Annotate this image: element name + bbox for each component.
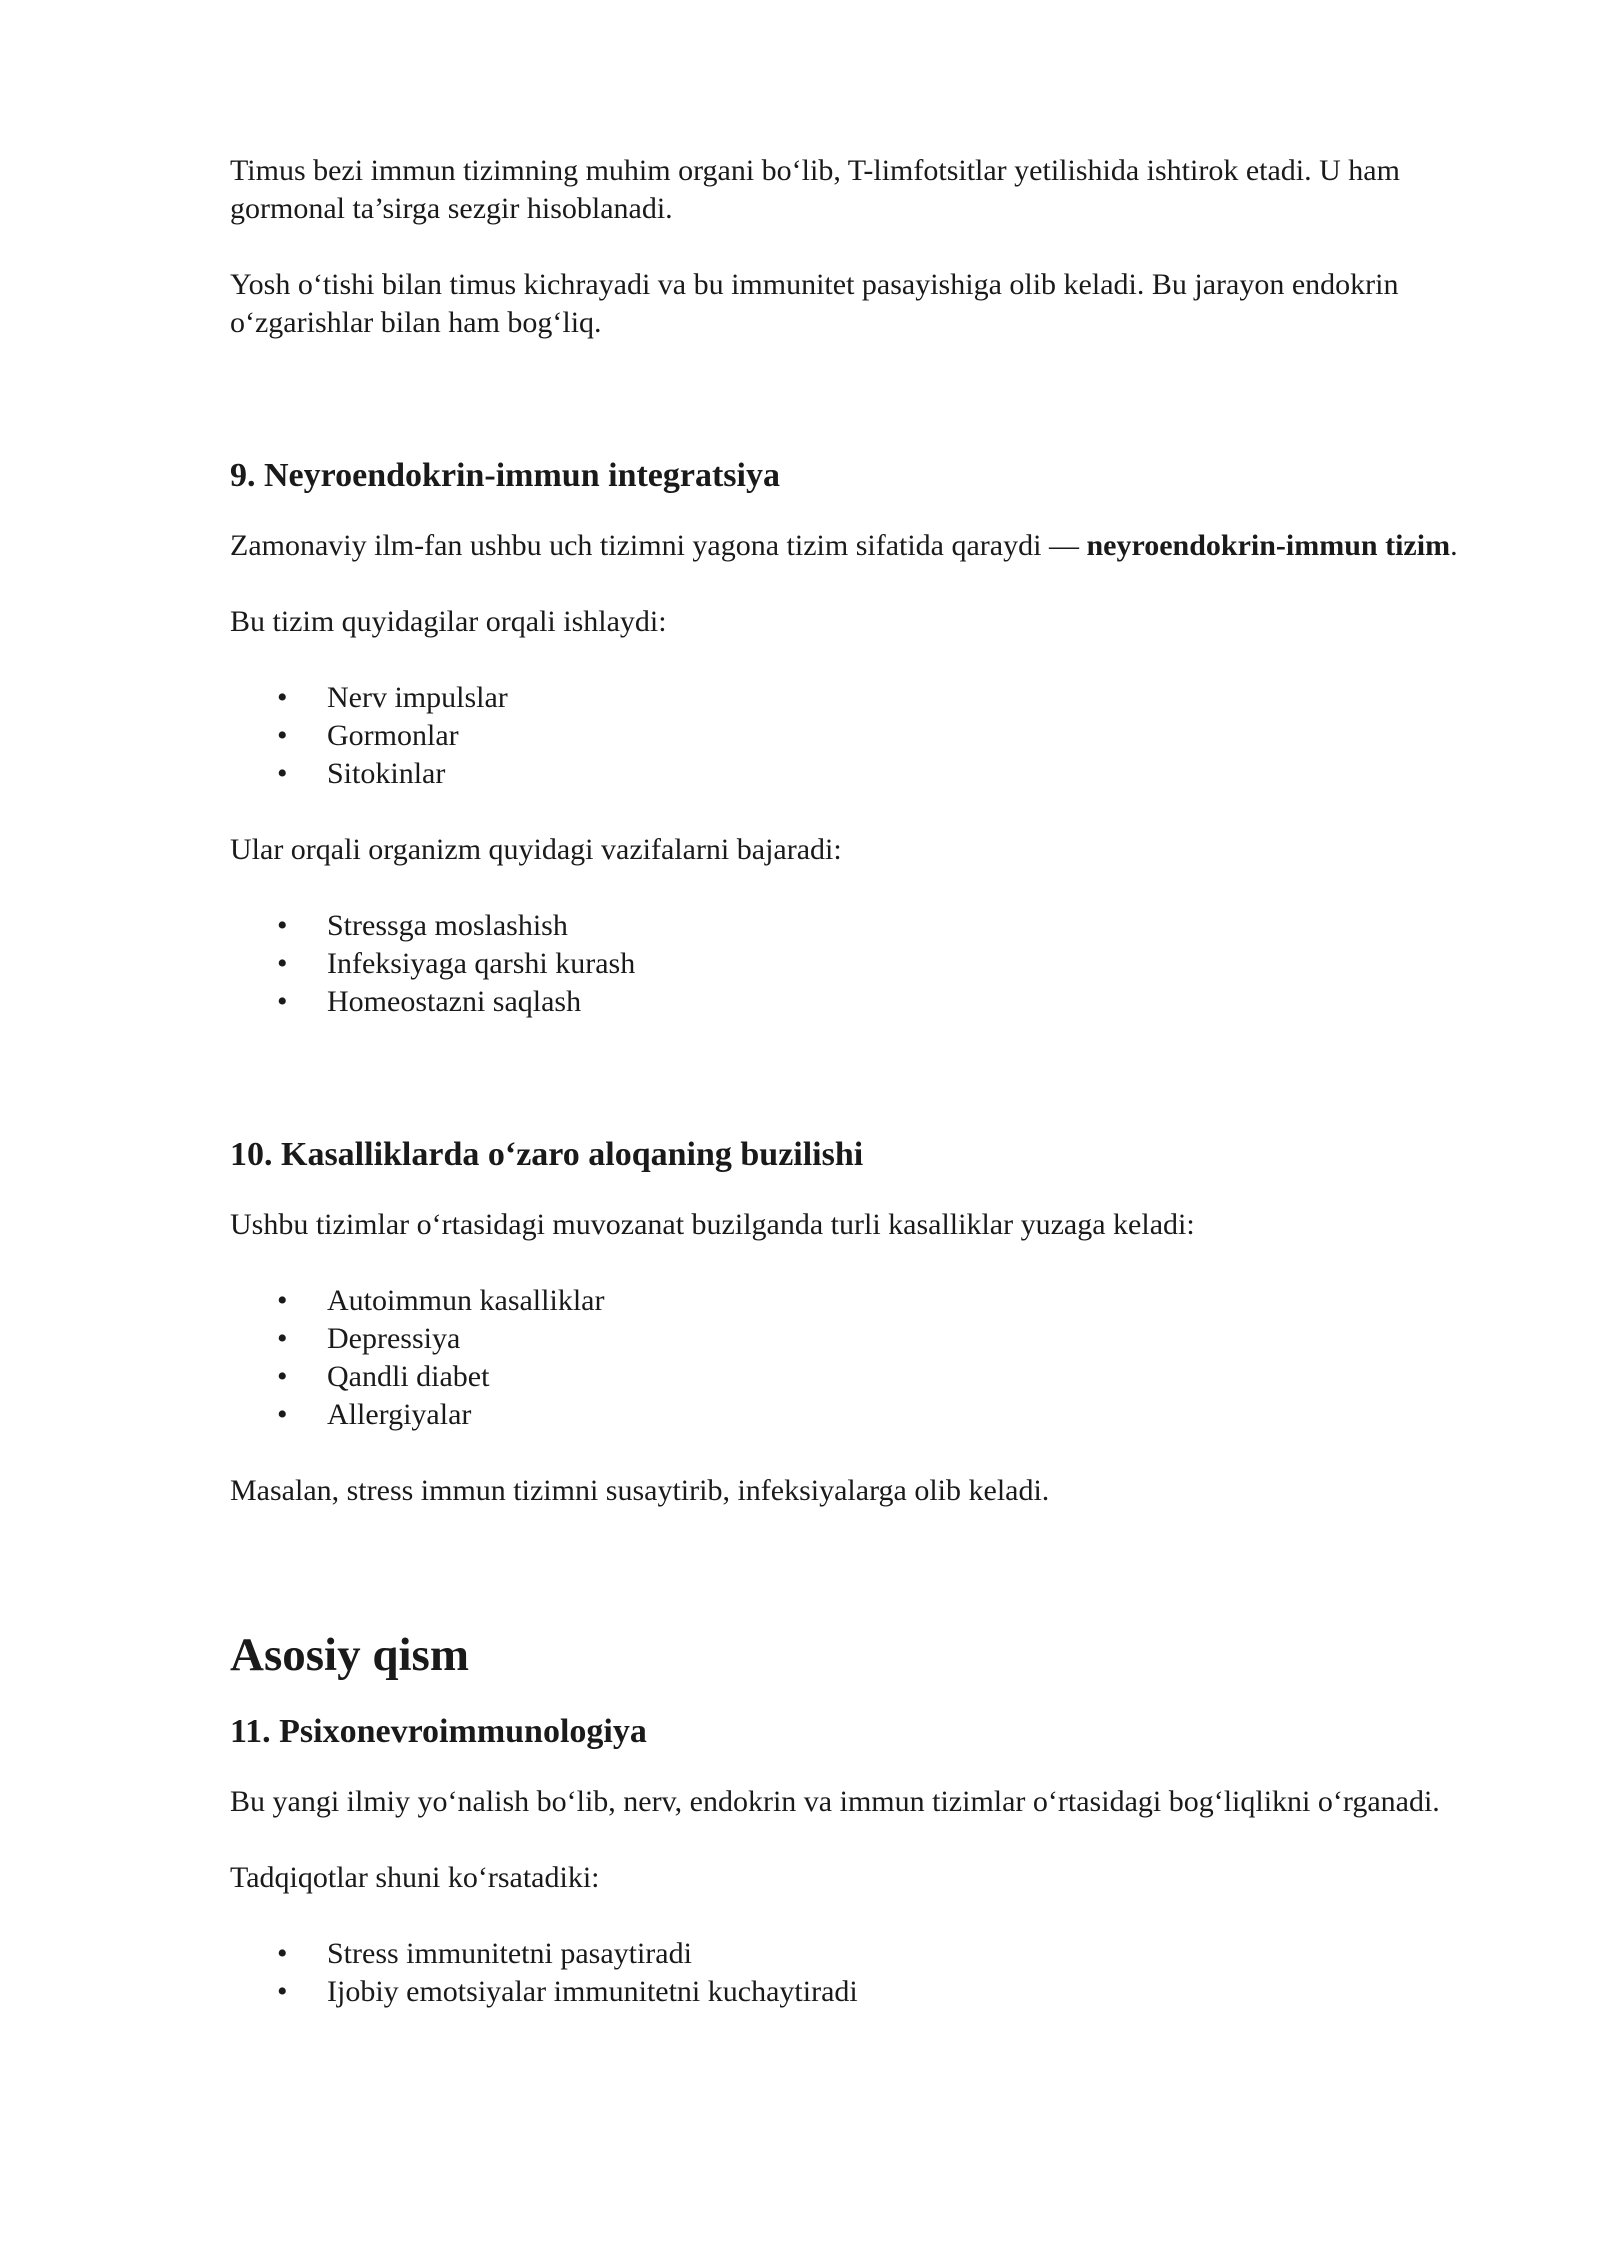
list-findings xyxy=(230,1935,1480,2011)
list-diseases xyxy=(230,1282,1480,1434)
heading-section-11: 11. Psixonevroimmunologiya xyxy=(230,1713,647,1750)
paragraph-example: Masalan, stress immun tizimni susaytirib, infeksiyalarga olib keladi. xyxy=(230,1474,1050,1507)
paragraph-integration xyxy=(230,527,1480,565)
paragraph-imbalance: Ushbu tizimlar o‘rtasidagi muvozanat buzilganda turli kasalliklar yuzaga keladi: xyxy=(230,1208,1195,1241)
paragraph-pni: Bu yangi ilmiy yo‘nalish bo‘lib, nerv, endokrin va immun tizimlar o‘rtasidagi bog‘liqlikni o‘rganadi. xyxy=(230,1785,1440,1818)
list-item: • Autoimmun kasalliklar xyxy=(230,1282,1480,1320)
paragraph-thymus-aging: Yosh o‘tishi bilan timus kichrayadi va bu immunitet pasayishiga olib keladi. Bu jarayon endokrin o‘zgarishlar bilan ham bog‘liq. xyxy=(230,268,1399,339)
list-item: • Homeostazni saqlash xyxy=(230,983,1480,1021)
list-mechanisms xyxy=(230,679,1480,793)
list-item: • Qandli diabet xyxy=(230,1358,1480,1396)
list-item: • Stressga moslashish xyxy=(230,907,1480,945)
list-item: • Ijobiy emotsiyalar immunitetni kuchaytiradi xyxy=(230,1973,1480,2011)
paragraph-functions: Ular orqali organizm quyidagi vazifalarni bajaradi: xyxy=(230,833,842,866)
list-item: • Gormonlar xyxy=(230,717,1480,755)
heading-section-10: 10. Kasalliklarda o‘zaro aloqaning buzilishi xyxy=(230,1136,864,1173)
paragraph-integration-end: . xyxy=(1450,529,1458,562)
list-item: • Depressiya xyxy=(230,1320,1480,1358)
list-item: • Allergiyalar xyxy=(230,1396,1480,1434)
paragraph-integration-text: Zamonaviy ilm-fan ushbu uch tizimni yagona tizim sifatida qaraydi — xyxy=(230,529,1087,562)
paragraph-works-via: Bu tizim quyidagilar orqali ishlaydi: xyxy=(230,605,667,638)
list-item: • Nerv impulslar xyxy=(230,679,1480,717)
paragraph-thymus: Timus bezi immun tizimning muhim organi bo‘lib, T-limfotsitlar yetilishida ishtirok etadi. U ham gormonal ta’sirga sezgir hisoblanadi. xyxy=(230,154,1400,225)
term-neuroendocrine-immune: neyroendokrin-immun tizim xyxy=(1086,529,1451,562)
list-functions xyxy=(230,907,1480,1021)
list-item: • Stress immunitetni pasaytiradi xyxy=(230,1935,1480,1973)
paragraph-research: Tadqiqotlar shuni ko‘rsatadiki: xyxy=(230,1861,600,1894)
list-item: • Infeksiyaga qarshi kurash xyxy=(230,945,1480,983)
list-item: • Sitokinlar xyxy=(230,755,1480,793)
heading-main-part: Asosiy qism xyxy=(230,1629,469,1681)
heading-section-9: 9. Neyroendokrin-immun integratsiya xyxy=(230,457,780,494)
document-page xyxy=(230,152,1480,2011)
